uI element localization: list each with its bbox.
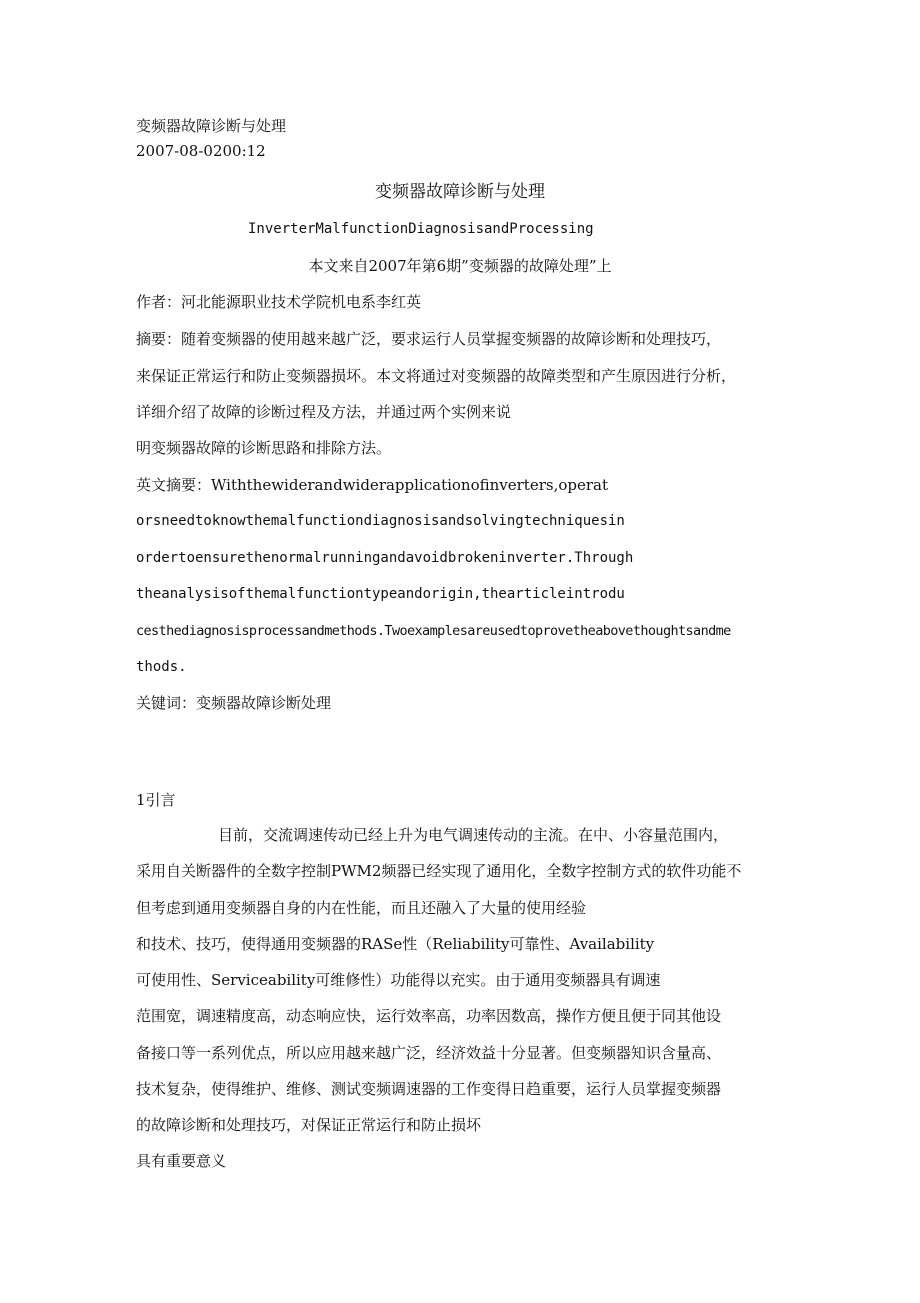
english-abstract-line: orsneedtoknowthemalfunctiondiagnosisandsolvingtechniquesin — [136, 513, 625, 529]
english-abstract-line: theanalysisofthemalfunctiontypeandorigin,thearticleintrodu — [136, 586, 625, 602]
english-abstract-line: cesthediagnosisprocessandmethods.Twoexamplesareusedtoprovetheabovethoughtsandme — [136, 623, 731, 639]
intro-line: 备接口等一系列优点，所以应用越来越广泛，经济效益十分显著。但变频器知识含量高、 — [136, 1044, 722, 1062]
author-line: 作者：河北能源职业技术学院机电系李红英 — [136, 293, 422, 311]
doc-label: 变频器故障诊断与处理 — [136, 117, 287, 135]
intro-line: 采用自关断器件的全数字控制PWM2频器已经实现了通用化，全数字控制方式的软件功能不 — [136, 862, 742, 880]
english-abstract-line: thods. — [136, 659, 187, 675]
keywords: 关键词：变频器故障诊断处理 — [136, 694, 332, 712]
abstract-line: 详细介绍了故障的诊断过程及方法，并通过两个实例来说 — [136, 403, 512, 421]
section-heading: 1引言 — [136, 791, 176, 809]
english-abstract-line: ordertoensurethenormalrunningandavoidbrokeninverter.Through — [136, 550, 634, 566]
article-title: 变频器故障诊断与处理 — [375, 182, 545, 202]
intro-line: 具有重要意义 — [136, 1152, 227, 1170]
datetime: 2007-08-0200:12 — [136, 142, 266, 160]
intro-line: 范围宽，调速精度高，动态响应快，运行效率高，功率因数高，操作方便且便于同其他设 — [136, 1007, 722, 1025]
intro-line: 技术复杂，使得维护、维修、测试变频调速器的工作变得日趋重要，运行人员掌握变频器 — [136, 1080, 722, 1098]
intro-line: 可使用性、Serviceability可维修性）功能得以充实。由于通用变频器具有调速 — [136, 971, 661, 989]
abstract-line: 明变频器故障的诊断思路和排除方法。 — [136, 439, 392, 457]
intro-line: 和技术、技巧，使得通用变频器的RASe性（Reliability可靠性、Availability — [136, 935, 655, 953]
english-title: InverterMalfunctionDiagnosisandProcessing — [248, 221, 594, 237]
source-line: 本文来自2007年第6期”变频器的故障处理”上 — [308, 257, 612, 275]
intro-line: 的故障诊断和处理技巧，对保证正常运行和防止损坏 — [136, 1116, 482, 1134]
english-abstract-line: 英文摘要：Withthewiderandwiderapplicationofinverters,operat — [136, 476, 608, 494]
abstract-line: 来保证正常运行和防止变频器损坏。本文将通过对变频器的故障类型和产生原因进行分析， — [136, 367, 737, 385]
intro-line: 目前，交流调速传动已经上升为电气调速传动的主流。在中、小容量范围内， — [218, 826, 729, 844]
intro-line: 但考虑到通用变频器自身的内在性能，而且还融入了大量的使用经验 — [136, 899, 587, 917]
abstract-line: 摘要：随着变频器的使用越来越广泛，要求运行人员掌握变频器的故障诊断和处理技巧， — [136, 330, 722, 348]
